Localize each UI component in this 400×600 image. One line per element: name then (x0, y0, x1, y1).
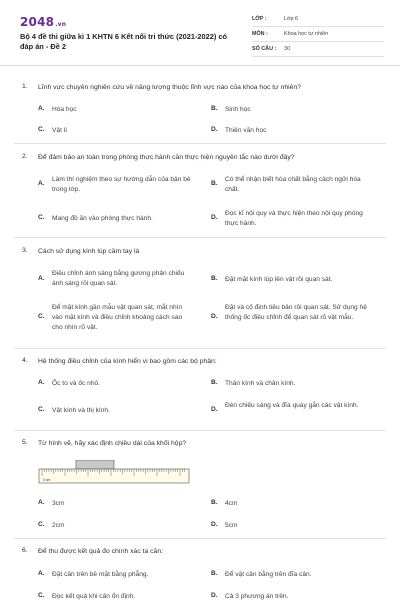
option-letter: C. (38, 214, 45, 221)
divider (14, 538, 386, 539)
meta-label: SỐ CÂU : (252, 46, 277, 52)
option-text: Đọc kết quả khi cân ổn định. (52, 593, 136, 600)
option-text: Có thể nhận biết hóa chất bằng cách ngửi hóa chất. (225, 176, 361, 193)
divider (14, 430, 386, 431)
option-letter: C. (38, 406, 45, 413)
header (0, 0, 400, 66)
option-text: Để mặt kính gần mẫu vật quan sát, mắt nhìn vào mặt kính và điều chỉnh khoảng cách sao cho nhìn rõ vật. (52, 304, 183, 331)
logo-suffix: .vn (55, 21, 67, 28)
option-letter: A. (38, 379, 45, 386)
option-letter: A. (38, 275, 45, 282)
option-text: Hóa học (52, 106, 77, 113)
option-letter: C. (38, 126, 45, 133)
doc-title: Bộ 4 đề thi giữa kì 1 KHTN 6 Kết nối tri thức (2021-2022) có đáp án - Đề 2 (20, 32, 228, 51)
meta-value: 30 (284, 46, 290, 52)
option-letter: A. (38, 570, 45, 577)
option-text: Điều chỉnh ánh sáng bằng gương phản chiếu ánh sáng rồi quan sát. (52, 270, 185, 287)
question-number: 4. (22, 357, 28, 364)
measured-box (76, 460, 114, 469)
question-text: Để đảm bảo an toàn trong phòng thực hành cần thực hiện nguyên tắc nào dưới đây? (38, 154, 295, 161)
site-logo[interactable] (20, 15, 66, 29)
meta-value: Khoa học tự nhiên (284, 31, 329, 37)
option-letter: D. (211, 214, 218, 221)
question-text: Để thu được kết quả đo chính xác ta cần: (38, 548, 164, 555)
ruler-figure (38, 460, 190, 484)
option-letter: A. (38, 180, 45, 187)
option-letter: B. (211, 275, 218, 282)
option-letter: D. (211, 313, 218, 320)
option-letter: B. (211, 499, 218, 506)
meta-subject (252, 28, 384, 42)
question-text: Từ hình vẽ, hãy xác định chiều dài của khối hộp? (38, 440, 187, 447)
option-letter: D. (211, 406, 218, 413)
option-text: Vật lí (52, 127, 68, 134)
option-letter: B. (211, 570, 218, 577)
meta-label: MÔN : (252, 31, 268, 37)
option-text: Đọc kĩ nội quy và thực hiện theo nội quy phòng thực hành. (225, 210, 363, 227)
logo-main: 2048 (20, 15, 55, 29)
question-number: 1. (22, 83, 28, 90)
option-text: Đặt cân trên bề mặt bằng phẳng. (52, 571, 149, 578)
option-letter: B. (211, 105, 218, 112)
meta-value: Lớp 6 (284, 16, 299, 22)
ruler-body (39, 469, 189, 483)
divider (14, 237, 386, 238)
option-text: Đặt mặt kính lúp lên vật rồi quan sát. (225, 276, 333, 283)
option-letter: A. (38, 105, 45, 112)
divider (14, 143, 386, 144)
option-text: Đặt và cố định tiêu bản rồi quan sát. Sử dụng hệ thống ốc điều chỉnh để quan sát rõ vật mẫu. (225, 304, 367, 321)
question-text: Cách sử dụng kính lúp cầm tay là (38, 248, 140, 255)
option-text: Mang đồ ăn vào phòng thực hành. (52, 215, 153, 222)
option-letter: D. (211, 592, 218, 599)
option-text: Để vật cân bằng trên đĩa cân. (225, 571, 312, 578)
option-letter: C. (38, 592, 45, 599)
question-text: Hệ thống điều chỉnh của kính hiển vi bao gồm các bộ phận: (38, 358, 217, 365)
option-text: 5cm (225, 522, 238, 529)
meta-count (252, 43, 384, 57)
option-letter: C. (38, 313, 45, 320)
option-text: 3cm (52, 500, 65, 507)
option-text: Làm thí nghiệm theo sự hướng dẫn của bản bè trong lớp. (52, 176, 191, 193)
option-letter: D. (211, 521, 218, 528)
option-letter: C. (38, 521, 45, 528)
option-text: Thiên văn học (225, 127, 267, 134)
option-letter: B. (211, 379, 218, 386)
option-letter: A. (38, 499, 45, 506)
ruler-label: 0 cm (43, 478, 51, 482)
option-text: Ốc to và ốc nhỏ. (52, 380, 101, 387)
meta-class (252, 13, 384, 27)
option-text: 2cm (52, 522, 65, 529)
question-text: Lĩnh vực chuyên nghiên cứu về năng lượng thuộc lĩnh vực nào của khoa học tự nhiên? (38, 84, 302, 91)
option-letter: B. (211, 180, 218, 187)
question-number: 5. (22, 439, 28, 446)
option-text: Vật kính và thị kính. (52, 407, 110, 414)
meta-label: LỚP : (252, 16, 267, 22)
option-text: Cả 3 phương án trên. (225, 593, 289, 600)
option-text: Đèn chiếu sáng và đĩa quay gắn các vật kính. (225, 402, 359, 409)
question-number: 3. (22, 247, 28, 254)
option-text: 4cm (225, 500, 238, 507)
option-text: Sinh học (225, 106, 251, 113)
option-text: Thân kính và chân kính. (225, 380, 296, 387)
question-number: 6. (22, 547, 28, 554)
option-letter: D. (211, 126, 218, 133)
divider (14, 348, 386, 349)
question-number: 2. (22, 153, 28, 160)
